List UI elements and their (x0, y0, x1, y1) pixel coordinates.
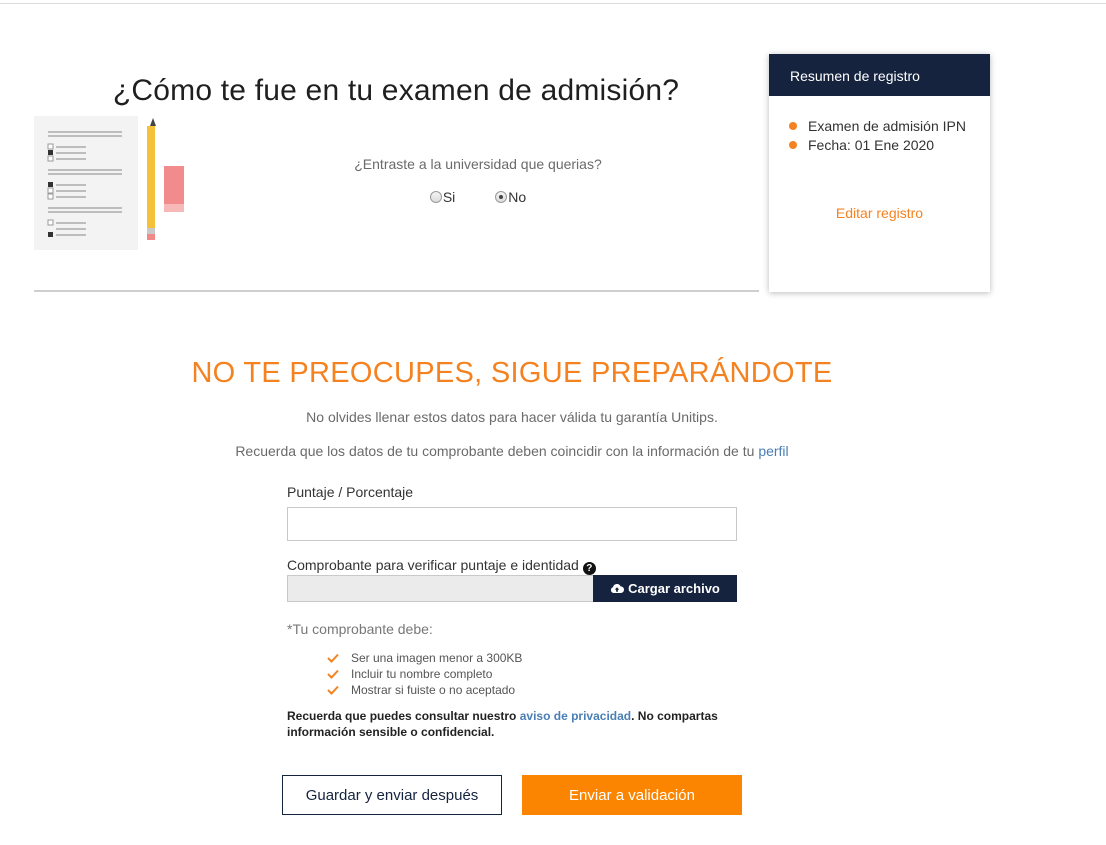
score-input[interactable] (287, 507, 737, 541)
registration-summary-card (769, 54, 990, 292)
upload-button-label: Cargar archivo (628, 581, 720, 596)
edit-registration-link[interactable]: Editar registro (835, 205, 924, 221)
radio-si-label: Si (442, 189, 456, 205)
upload-file-button[interactable] (593, 575, 737, 602)
page-title: ¿Cómo te fue en tu examen de admisión? (112, 74, 680, 107)
send-validation-button[interactable]: Enviar a validación (522, 775, 742, 815)
radio-no-label: No (508, 189, 527, 205)
admission-question: ¿Entraste a la universidad que querias? (354, 156, 602, 172)
profile-note-text: Recuerda que los datos de tu comprobante deben coincidir con la información de tu (235, 443, 759, 459)
cloud-upload-icon (610, 583, 624, 594)
check-icon (327, 669, 339, 679)
summary-item-date: Fecha: 01 Ene 2020 (808, 136, 935, 153)
requirement-result: Mostrar si fuiste o no aceptado (351, 683, 516, 697)
privacy-notice-link[interactable]: aviso de privacidad (519, 709, 632, 723)
requirements-list (327, 650, 522, 698)
proof-label: Comprobante para verificar puntaje e identidad (287, 557, 579, 573)
radio-option-no[interactable] (495, 189, 526, 205)
encouragement-headline: NO TE PREOCUPES, SIGUE PREPARÁNDOTE (191, 357, 833, 389)
requirement-item (327, 666, 522, 682)
admission-radio-group (300, 189, 656, 205)
profile-link[interactable]: perfil (758, 443, 789, 459)
guarantee-note: No olvides llenar estos datos para hacer válida tu garantía Unitips. (306, 409, 718, 425)
summary-header: Resumen de registro (769, 54, 990, 96)
requirement-size: Ser una imagen menor a 300KB (351, 651, 523, 665)
bullet-icon (789, 122, 797, 130)
save-send-later-button[interactable]: Guardar y enviar después (282, 775, 502, 815)
bullet-icon (789, 141, 797, 149)
radio-option-si[interactable] (430, 189, 455, 205)
summary-item (789, 116, 990, 135)
profile-note (0, 443, 1024, 459)
radio-no-icon[interactable] (495, 191, 507, 203)
summary-list (769, 96, 990, 154)
privacy-suffix: . No compartas información sensible o confidencial. (287, 709, 718, 739)
check-icon (327, 685, 339, 695)
exam-illustration (34, 116, 186, 250)
privacy-note (287, 708, 747, 740)
summary-item (789, 135, 990, 154)
check-icon (327, 653, 339, 663)
help-icon[interactable]: ? (583, 562, 596, 575)
score-label: Puntaje / Porcentaje (287, 484, 414, 500)
requirement-item (327, 650, 522, 666)
file-name-field[interactable] (287, 575, 593, 602)
summary-item-exam: Examen de admisión IPN (808, 117, 966, 134)
requirement-name: Incluir tu nombre completo (351, 667, 493, 681)
top-divider (0, 3, 1106, 4)
radio-si-icon[interactable] (430, 191, 442, 203)
proof-requirements-title: *Tu comprobante debe: (287, 621, 433, 637)
section-divider (34, 290, 759, 292)
proof-label-row (287, 557, 596, 575)
privacy-prefix: Recuerda que puedes consultar nuestro (287, 709, 520, 723)
requirement-item (327, 682, 522, 698)
